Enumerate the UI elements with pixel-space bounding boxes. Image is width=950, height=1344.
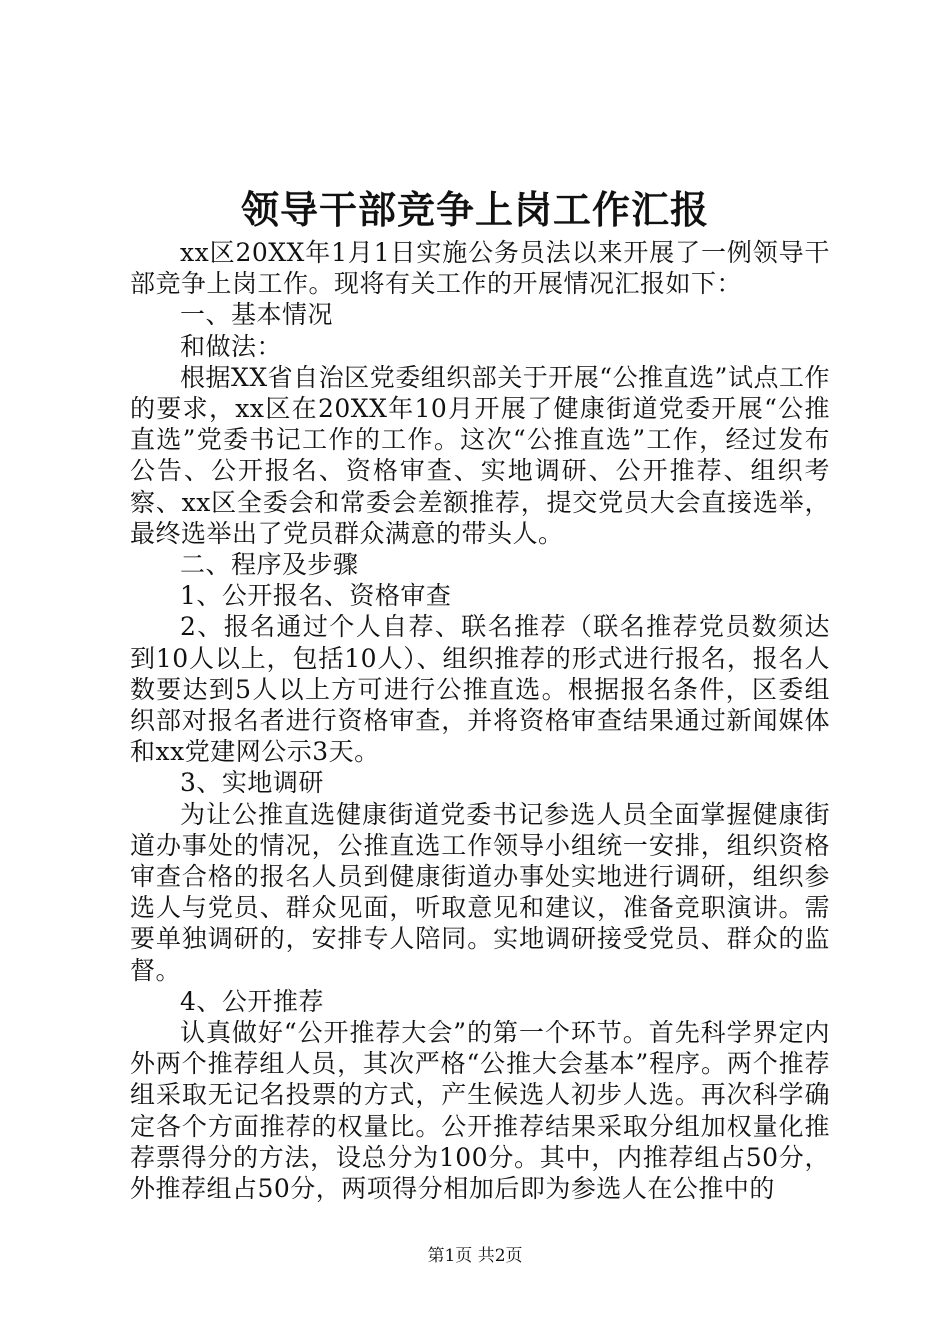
heading-methods: 和做法： xyxy=(180,331,283,361)
heading-step-4: 4、公开推荐 xyxy=(180,986,324,1016)
paragraph-basis: 根据XX省自治区党委组织部关于开展“公推直选”试点工作的要求，xx区在20XX年10月开展了健康街道党委开展“公推直选”党委书记工作的工作。这次“公推直选”工作，经过发布公告、公开报名、资格审查、实地调研、公开推荐、组织考察、xx区全委会和常委会差额推荐，提交党员大会直接选举，最终选举出了党员群众满意的带头人。 xyxy=(130,362,830,548)
heading-step-1: 1、公开报名、资格审查 xyxy=(180,581,452,611)
heading-basic-situation: 一、基本情况 xyxy=(180,300,334,330)
paragraph-intro: xx区20XX年1月1日实施公务员法以来开展了一例领导干部竞争上岗工作。现将有关工作的开展情况汇报如下： xyxy=(130,238,830,299)
heading-procedure: 二、程序及步骤 xyxy=(180,550,359,580)
paragraph-field-research: 为让公推直选健康街道党委书记参选人员全面掌握健康街道办事处的情况，公推直选工作领导小组统一安排，组织资格审查合格的报名人员到健康街道办事处实地进行调研，组织参选人与党员、群众见面，听取意见和建议，准备竞职演讲。需要单独调研的，安排专人陪同。实地调研接受党员、群众的监督。 xyxy=(130,799,830,985)
document-title: 领导干部竞争上岗工作汇报 xyxy=(240,187,709,232)
paragraph-public-recommendation: 认真做好“公开推荐大会”的第一个环节。首先科学界定内外两个推荐组人员，其次严格“公推大会基本”程序。两个推荐组采取无记名投票的方式，产生候选人初步人选。再次科学确定各个方面推荐的权量比。公开推荐结果采取分组加权量化推荐票得分的方法，设总分为100分。其中，内推荐组占50分，外推荐组占50分，两项得分相加后即为参选人在公推中的 xyxy=(130,1018,830,1204)
heading-step-3: 3、实地调研 xyxy=(180,768,324,798)
paragraph-step-2: 2、报名通过个人自荐、联名推荐（联名推荐党员数须达到10人以上，包括10人）、组织推荐的形式进行报名，报名人数要达到5人以上方可进行公推直选。根据报名条件，区委组织部对报名者进行资格审查，并将资格审查结果通过新闻媒体和xx党建网公示3天。 xyxy=(130,612,830,767)
page-number: 第1页 共2页 xyxy=(427,1246,523,1266)
document-body xyxy=(130,237,830,1204)
